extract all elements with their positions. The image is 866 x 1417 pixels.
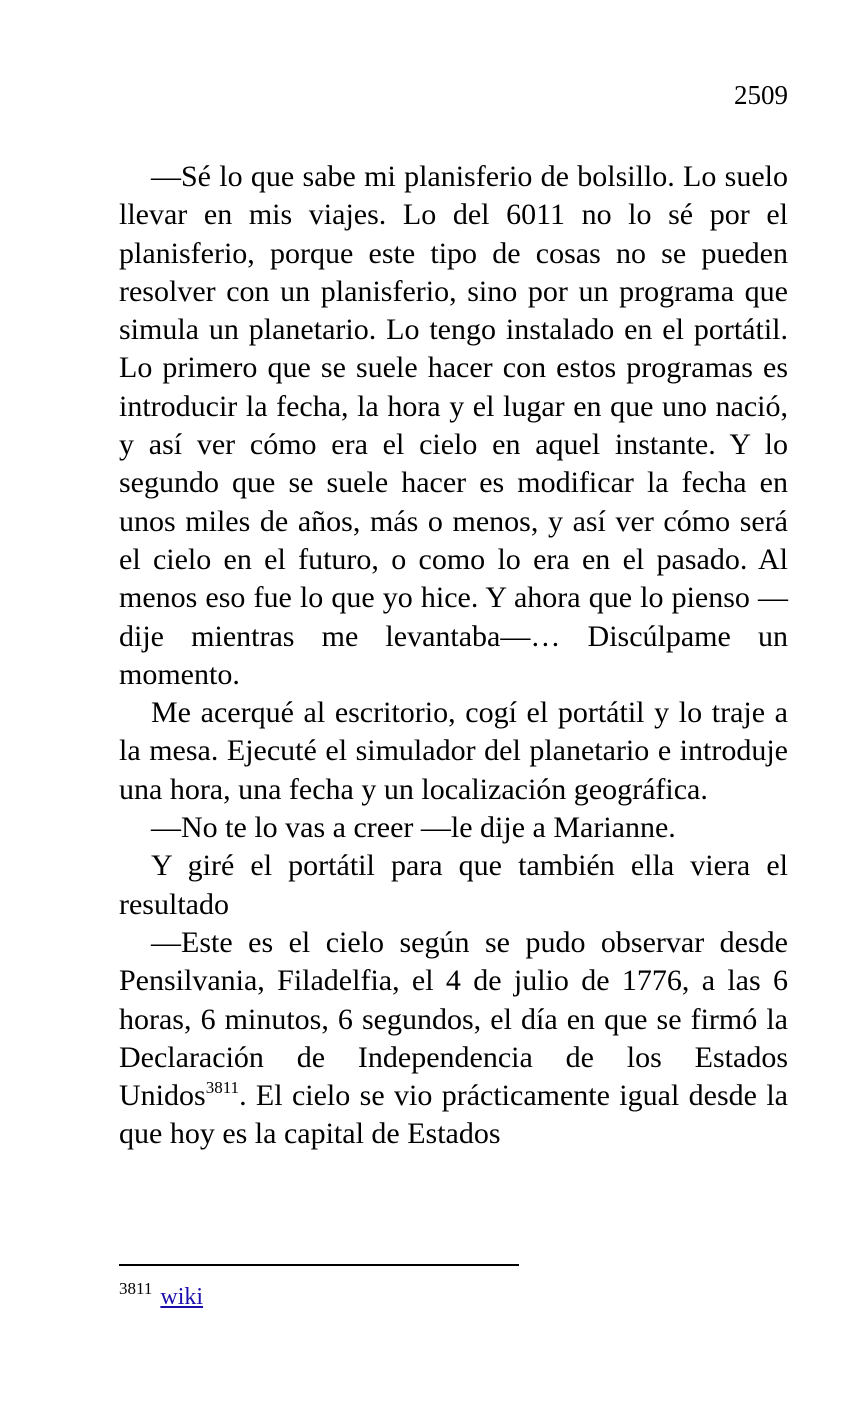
paragraph-2: Me acerqué al escritorio, cogí el portátil y lo traje a la mesa. Ejecuté el simulador del planetario e introduje una hora, una fecha y un localización geográfica.: [119, 696, 788, 806]
paragraph-4: Y giré el portátil para que también ella viera el resultado: [119, 849, 788, 921]
page-number: 2509: [734, 80, 788, 110]
footnote-link-wiki[interactable]: wiki: [160, 1284, 204, 1310]
paragraph-5-text-after: . El cielo se vio prácticamente igual desde la que hoy es la capital de Estados: [119, 1079, 788, 1151]
paragraph-3: —No te lo vas a creer —le dije a Marianne.: [151, 811, 676, 845]
paragraph-5: [119, 924, 788, 1154]
paragraph-5-text-before: —Este es el cielo según se pudo observar desde Pensilvania, Filadelfia, el 4 de julio de 1776, a las 6 horas, 6 minutos, 6 segundos, el día en que se firmó la Declaración de Independencia de los Estados Unidos: [119, 925, 788, 1113]
footnote-reference: 3811: [205, 1078, 240, 1098]
footnote: [119, 1279, 204, 1312]
paragraph-1: —Sé lo que sabe mi planisferio de bolsillo. Lo suelo llevar en mis viajes. Lo del 6011 no lo sé por el planisferio, porque este tipo de cosas no se pueden resolver con un planisferio, sino por un programa que simula un planetario. Lo tengo instalado en el portátil. Lo primero que se suele hacer con estos programas es introducir la fecha, la hora y el lugar en que uno nació, y así ver cómo era el cielo en aquel instante. Y lo segundo que se suele hacer es modificar la fecha en unos miles de años, más o menos, y así ver cómo será el cielo en el futuro, o como lo era en el pasado. Al menos eso fue lo que yo hice. Y ahora que lo pienso —dije mientras me levantaba—… Discúlpame un momento.: [119, 160, 788, 691]
footnote-divider: [119, 1264, 519, 1266]
body-text: [119, 158, 788, 1154]
footnote-number: 3811: [119, 1279, 153, 1298]
